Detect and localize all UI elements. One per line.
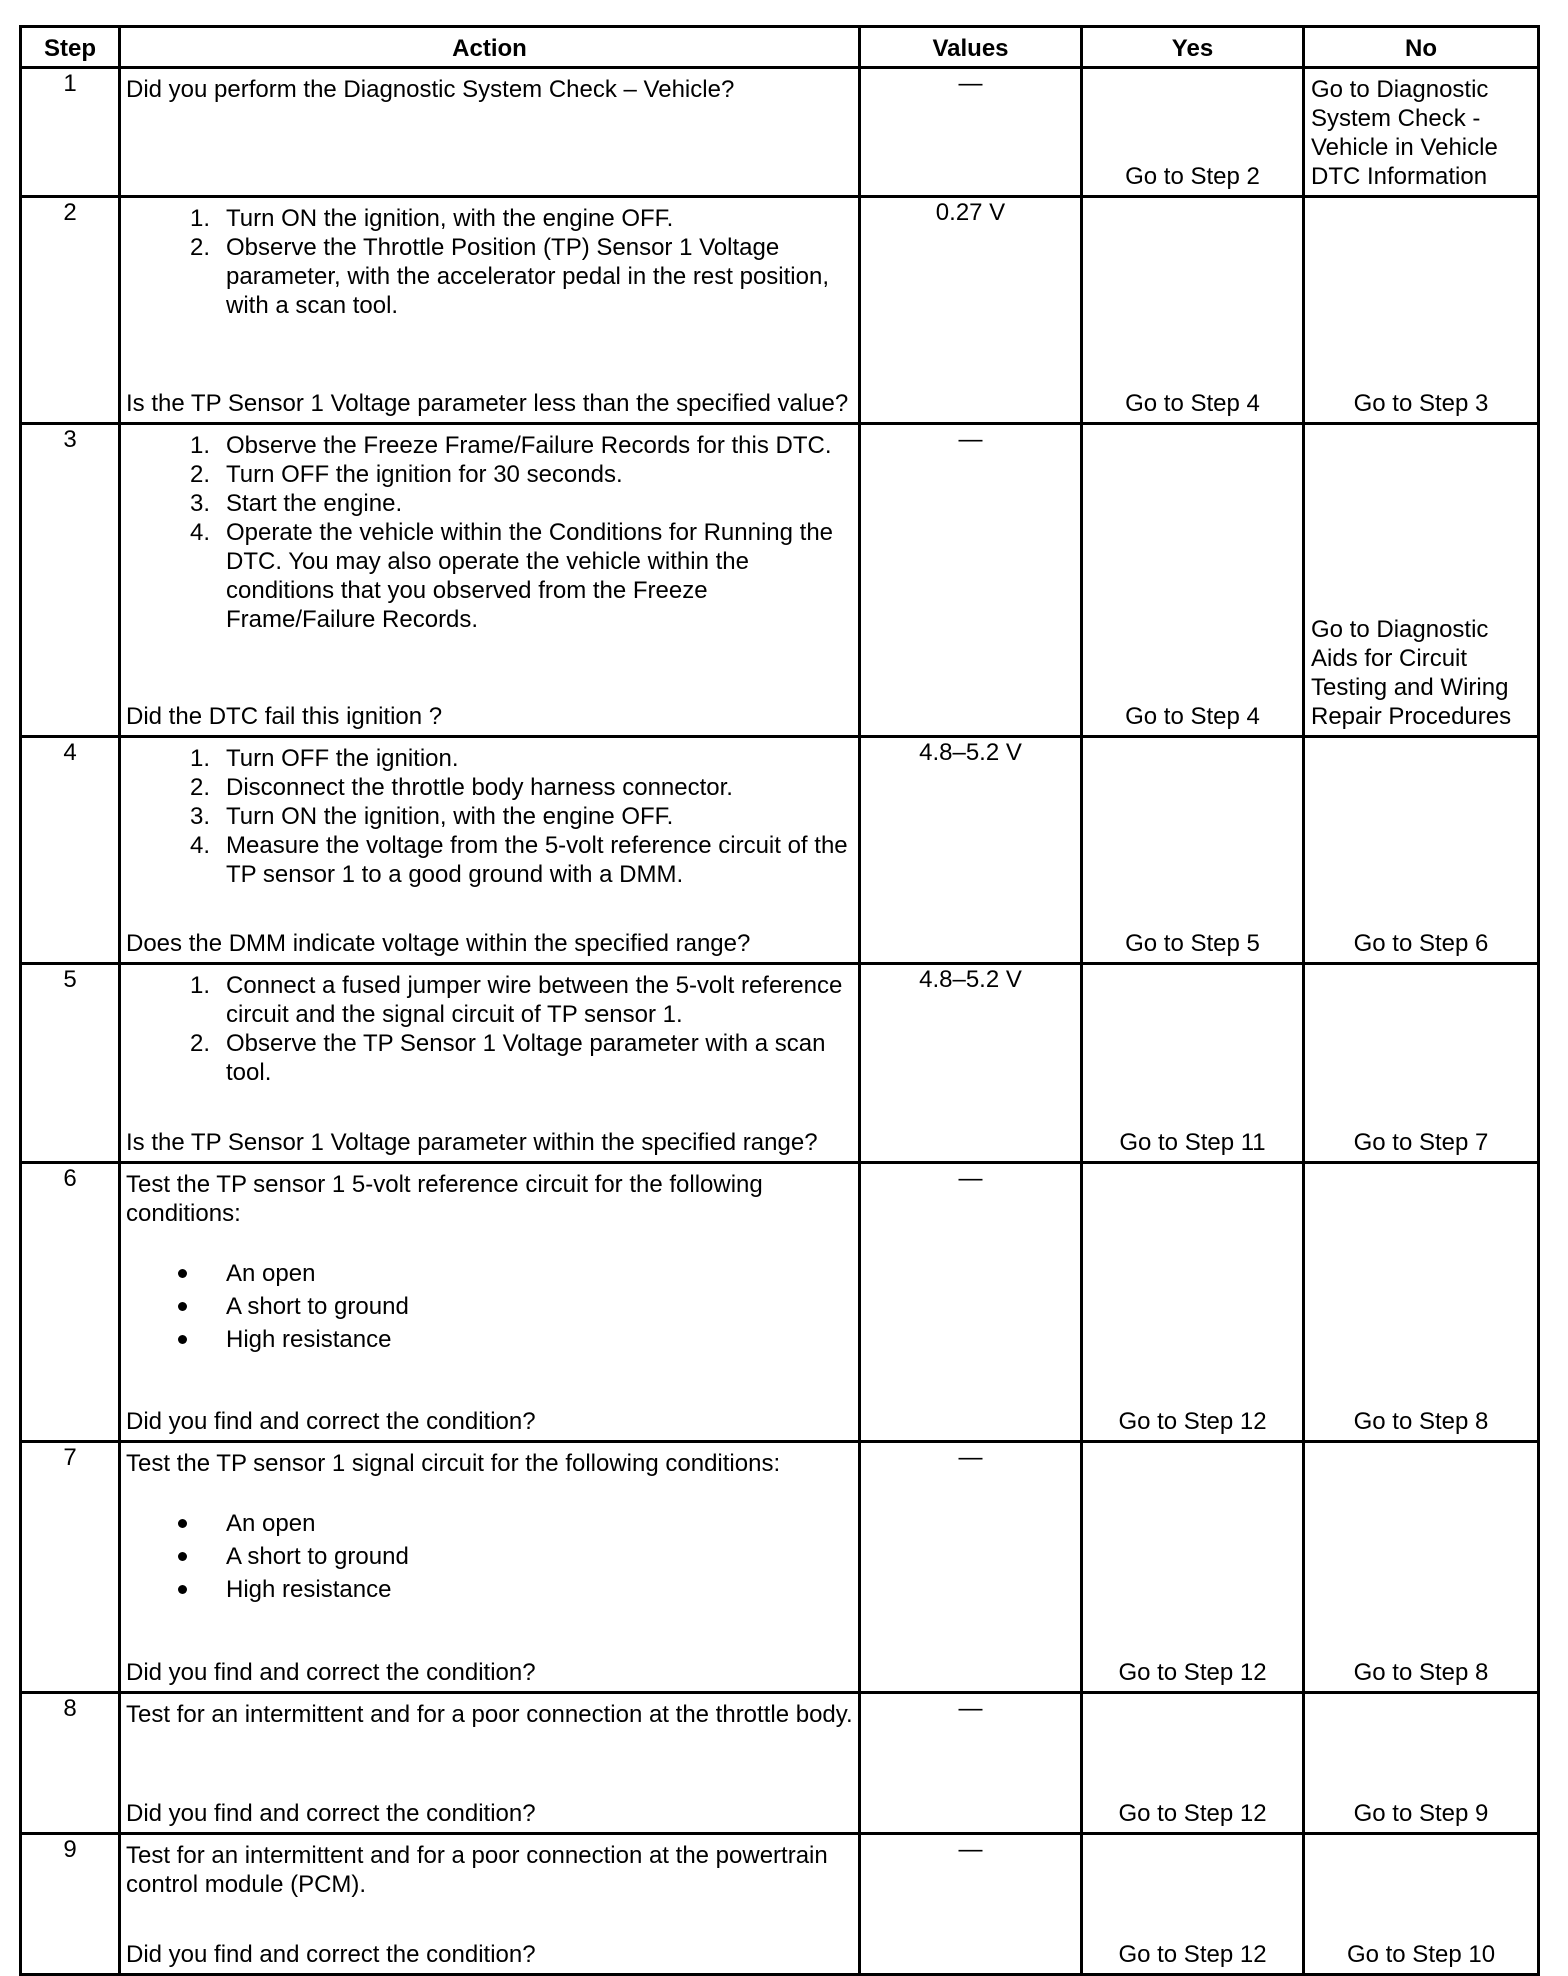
table-row [21,1834,1539,1975]
no-outcome: Go to Diagnostic Aids for Circuit Testing and Wiring Repair Procedures [1311,616,1512,730]
action-content [121,1164,858,1356]
condition-list [126,1257,854,1356]
no-outcome: Go to Step 10 [1346,1941,1496,1968]
yes-cell [1082,197,1304,424]
bullet-icon [178,1519,187,1528]
list-item [126,1573,854,1606]
list-item-number: 4. [189,519,210,546]
values-cell: — [860,1163,1082,1442]
action-content [121,198,858,320]
list-item-text: Start the engine. [226,490,403,517]
list-item [126,489,854,518]
header-row [21,27,1539,68]
no-cell [1304,1163,1539,1442]
action-content [121,1835,858,1899]
values-cell: — [860,1442,1082,1693]
action-steps [126,971,854,1087]
action-question: Did you find and correct the condition? [126,1659,536,1686]
no-cell [1304,964,1539,1163]
yes-outcome: Go to Step 5 [1125,930,1260,957]
list-item [126,971,854,1029]
action-content [121,1694,858,1729]
bullet-text: High resistance [226,1576,392,1603]
list-item-number: 1. [189,432,210,459]
action-question: Did you find and correct the condition? [126,1800,536,1827]
list-item-number: 2. [189,461,210,488]
no-cell [1304,1834,1539,1975]
list-item-text: Turn OFF the ignition. [226,745,459,772]
step-number: 8 [21,1693,120,1834]
step-number: 9 [21,1834,120,1975]
list-item-number: 2. [189,1030,210,1057]
yes-cell [1082,68,1304,197]
table-row [21,1442,1539,1693]
yes-outcome: Go to Step 12 [1118,1941,1267,1968]
yes-cell [1082,737,1304,964]
table-row [21,964,1539,1163]
no-cell [1304,424,1539,737]
action-cell [120,1442,860,1693]
bullet-text: A short to ground [226,1293,409,1320]
step-number: 2 [21,197,120,424]
list-item-text: Measure the voltage from the 5-volt reference circuit of the TP sensor 1 to a good ground with a DMM. [226,832,848,888]
diagnostic-table [19,25,1540,1976]
list-item [126,1029,854,1087]
bullet-icon [178,1585,187,1594]
yes-cell [1082,1834,1304,1975]
action-question: Is the TP Sensor 1 Voltage parameter within the specified range? [126,1129,818,1156]
list-item-text: Connect a fused jumper wire between the 5-volt reference circuit and the signal circuit of TP sensor 1. [226,972,843,1028]
no-outcome: Go to Step 7 [1353,1129,1489,1156]
yes-cell [1082,964,1304,1163]
yes-cell [1082,1693,1304,1834]
action-question: Does the DMM indicate voltage within the specified range? [126,930,751,957]
list-item [126,204,854,233]
step-number: 6 [21,1163,120,1442]
no-outcome: Go to Diagnostic System Check - Vehicle in Vehicle DTC Information [1311,76,1498,190]
list-item-number: 4. [189,832,210,859]
action-question: Did you find and correct the condition? [126,1408,536,1435]
table-row [21,68,1539,197]
step-number: 1 [21,68,120,197]
no-cell [1304,68,1539,197]
action-cell [120,1163,860,1442]
bullet-text: An open [226,1510,316,1537]
no-outcome: Go to Step 8 [1353,1659,1489,1686]
list-item-text: Turn OFF the ignition for 30 seconds. [226,461,623,488]
header-action: Action [120,27,860,68]
list-item-number: 1. [189,205,210,232]
no-cell [1304,1693,1539,1834]
list-item [126,802,854,831]
bullet-text: High resistance [226,1326,392,1353]
list-item [126,431,854,460]
no-outcome: Go to Step 6 [1353,930,1489,957]
header-no: No [1304,27,1539,68]
action-question: Did the DTC fail this ignition ? [126,703,443,730]
action-content [121,738,858,889]
list-item [126,1257,854,1290]
values-cell: — [860,1834,1082,1975]
values-cell: 0.27 V [860,197,1082,424]
bullet-icon [178,1335,187,1344]
action-cell [120,1834,860,1975]
action-content [121,69,858,104]
bullet-text: An open [226,1260,316,1287]
action-question: Did you find and correct the condition? [126,1941,536,1968]
list-item-number: 3. [189,803,210,830]
yes-outcome: Go to Step 12 [1118,1800,1267,1827]
yes-cell [1082,1163,1304,1442]
yes-outcome: Go to Step 12 [1118,1659,1267,1686]
step-number: 5 [21,964,120,1163]
list-item-text: Observe the Throttle Position (TP) Sensor 1 Voltage parameter, with the accelerator pedal in the rest position, with a scan tool. [226,234,829,319]
list-item [126,1507,854,1540]
step-number: 7 [21,1442,120,1693]
values-cell: 4.8–5.2 V [860,964,1082,1163]
table-row [21,737,1539,964]
step-number: 4 [21,737,120,964]
yes-outcome: Go to Step 4 [1125,390,1260,417]
table-row [21,424,1539,737]
header-values: Values [860,27,1082,68]
list-item [126,233,854,320]
list-item [126,1540,854,1573]
bullet-text: A short to ground [226,1543,409,1570]
list-item [126,831,854,889]
list-item [126,518,854,634]
no-outcome: Go to Step 3 [1353,390,1489,417]
list-item-text: Operate the vehicle within the Conditions for Running the DTC. You may also operate the vehicle within the conditions that you observed from the Freeze Frame/Failure Records. [226,519,834,633]
action-content [121,425,858,634]
no-outcome: Go to Step 9 [1353,1800,1489,1827]
list-item-text: Observe the Freeze Frame/Failure Records for this DTC. [226,432,832,459]
condition-list [126,1507,854,1606]
bullet-icon [178,1552,187,1561]
no-cell [1304,197,1539,424]
header-yes: Yes [1082,27,1304,68]
action-content [121,965,858,1087]
table-row [21,197,1539,424]
action-intro: Test the TP sensor 1 signal circuit for the following conditions: [126,1450,781,1477]
bullet-icon [178,1302,187,1311]
list-item-text: Turn ON the ignition, with the engine OFF. [226,205,674,232]
action-steps [126,744,854,889]
table-row [21,1693,1539,1834]
list-item-number: 1. [189,972,210,999]
list-item-text: Turn ON the ignition, with the engine OFF. [226,803,674,830]
yes-outcome: Go to Step 4 [1125,703,1260,730]
action-intro: Test for an intermittent and for a poor connection at the powertrain control module (PCM). [126,1842,828,1898]
list-item-text: Disconnect the throttle body harness connector. [226,774,733,801]
list-item [126,773,854,802]
action-intro: Test the TP sensor 1 5-volt reference circuit for the following conditions: [126,1171,763,1227]
action-content [121,1443,858,1606]
values-cell: — [860,1693,1082,1834]
list-item-number: 3. [189,490,210,517]
action-intro: Did you perform the Diagnostic System Check – Vehicle? [126,76,735,103]
yes-cell [1082,424,1304,737]
list-item-number: 1. [189,745,210,772]
header-step: Step [21,27,120,68]
values-cell: — [860,68,1082,197]
yes-outcome: Go to Step 11 [1119,1129,1266,1156]
list-item [126,1323,854,1356]
no-cell [1304,737,1539,964]
list-item [126,1290,854,1323]
yes-outcome: Go to Step 12 [1118,1408,1267,1435]
action-cell [120,737,860,964]
yes-outcome: Go to Step 2 [1125,163,1260,190]
action-cell [120,1693,860,1834]
no-cell [1304,1442,1539,1693]
action-cell [120,424,860,737]
list-item [126,744,854,773]
step-number: 3 [21,424,120,737]
list-item-text: Observe the TP Sensor 1 Voltage parameter with a scan tool. [226,1030,826,1086]
action-cell [120,68,860,197]
yes-cell [1082,1442,1304,1693]
bullet-icon [178,1269,187,1278]
action-steps [126,431,854,634]
values-cell: — [860,424,1082,737]
list-item-number: 2. [189,234,210,261]
table-row [21,1163,1539,1442]
action-steps [126,204,854,320]
action-cell [120,964,860,1163]
list-item-number: 2. [189,774,210,801]
action-cell [120,197,860,424]
action-question: Is the TP Sensor 1 Voltage parameter less than the specified value? [126,390,849,417]
list-item [126,460,854,489]
no-outcome: Go to Step 8 [1353,1408,1489,1435]
action-intro: Test for an intermittent and for a poor connection at the throttle body. [126,1701,853,1728]
values-cell: 4.8–5.2 V [860,737,1082,964]
